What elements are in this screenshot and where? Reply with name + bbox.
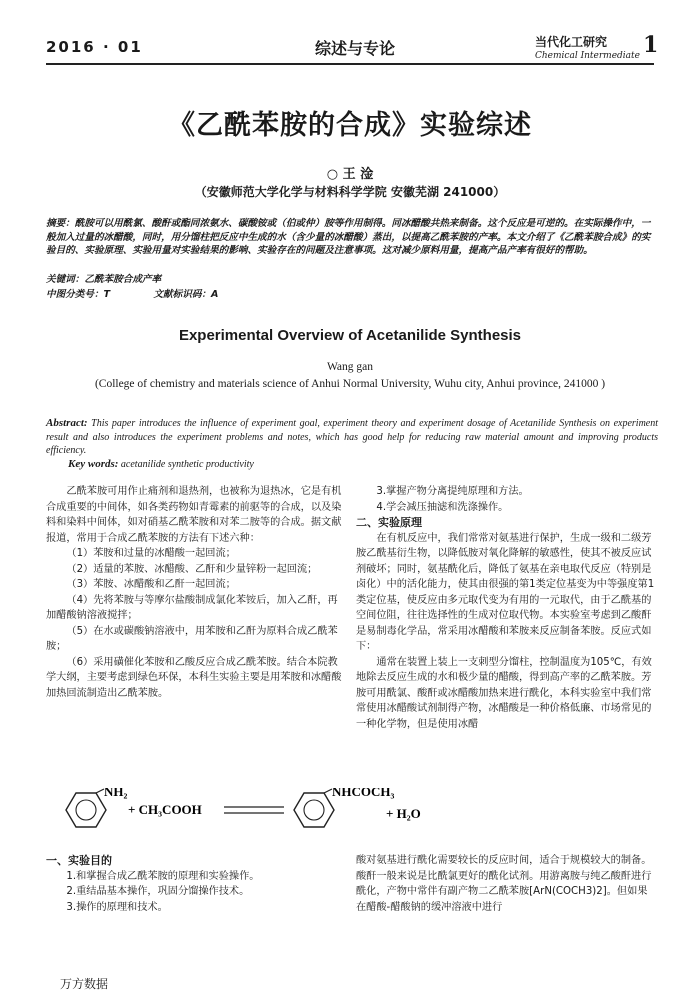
method-item: （2）适量的苯胺、冰醋酸、乙酐和少量锌粉一起回流； [66, 563, 318, 575]
abstract-cn: 摘要：酰胺可以用酰氯、酸酐或酯同浓氨水、碳酸铵或（伯或仲）胺等作用制得。同冰醋酸共热来制备。这个反应是可逆的。在实际操作中，一般加入过量的冰醋酸，同时，用分馏柱把反应中生成的水（含少量的冰醋酸）蒸出，以提高乙酰苯胺的产率。本文介绍了《乙酰苯胺合成》的实验目的、实验原理、实验用量对实验结果的影响、实验存在的问题及注意事项。这对减少原料用量，提高产品产率有很好的帮助。 [46, 218, 651, 256]
keywords-text: acetanilide synthetic productivity [120, 459, 254, 470]
continued-text: 酸对氨基进行酰化需要较长的反应时间，适合于规模较大的制备。酸酐一般来说是比酰氯更好的酰化试剂。用游离胺与纯乙酸酐进行酰化，产物中常伴有副产物二乙酰苯胺[ArN(COCH3)2]。但如果在醋酸-醋酸钠的缓冲溶液中进行 [356, 855, 652, 913]
page-number: 1 [643, 32, 659, 58]
principle-paragraph: 在有机反应中，我们常常对氨基进行保护，生成一级和二级芳胺乙酰基衍生物，以降低胺对氧化降解的敏感性，使其不被反应试剂破坏；同时，氨基酰化后，降低了氨基在亲电取代反应（特别是卤化）中的活化能力，使其由很强的第1类定位基变为中等强度第1类定位基，使反应由多元取代变为有用的一元取代，由于乙酰基的空间位阻，往往选择性的生成对位取代物。本实验室考虑到乙酸酐是易制毒化学品，常采用冰醋酸和苯胺来反应制备苯胺。反应式如下： [356, 532, 655, 652]
objective-item: 1.和掌握合成乙酰苯胺的原理和实验操作。 [66, 870, 260, 882]
header-rule [46, 63, 654, 65]
document-code: 文献标识码：A [153, 289, 219, 300]
english-author: Wang gan [326, 361, 374, 373]
objective-item: 3.掌握产物分离提纯原理和方法。 [376, 486, 529, 497]
water: + H₂O [386, 806, 421, 821]
benzene-ring-product [294, 789, 334, 827]
keywords-cn: 关键词：乙酰苯胺合成产率 [46, 274, 162, 285]
abstract-text: This paper introduces the influence of experiment goal, experiment theory and experiment dosage of Acetanilide Synthesis on experiment result and also introduces the experiment problems and notes, which has good help for reducing raw material amount and improving products efficiency. [46, 418, 659, 456]
left-column [46, 484, 346, 701]
equilibrium-arrow [224, 807, 284, 813]
section-heading-objectives: 一、实验目的 [46, 854, 112, 867]
objective-item: 3.操作的原理和技术。 [66, 901, 168, 913]
english-abstract [46, 417, 658, 458]
journal-section: 综述与专论 [314, 39, 395, 58]
method-item: （6）采用磺催化苯胺和乙酸反应合成乙酰苯胺。结合本院教学大纲，主要考虑到绿色环保，本科生实验主要是用苯胺和冰醋酸加热回流制造出乙酰苯胺。 [46, 656, 342, 699]
acetamide-group: NHCOCH₃ [332, 788, 395, 799]
objectives-section [46, 853, 346, 915]
journal-name-cn: 当代化工研究 [535, 35, 608, 49]
journal-name-en: Chemical Intermediate [535, 51, 640, 61]
issue-number: 2016 · 01 [46, 38, 143, 56]
method-item: （5）在水或碳酸钠溶液中，用苯胺和乙酐为原料合成乙酰苯胺； [46, 625, 338, 652]
english-keywords [68, 458, 254, 470]
abstract-label: Abstract: [46, 417, 88, 429]
objective-item: 4.学会减压抽滤和洗涤操作。 [376, 501, 509, 513]
right-column [356, 484, 656, 732]
benzene-ring-reactant [66, 789, 106, 827]
english-title: Experimental Overview of Acetanilide Synthesis [178, 327, 522, 344]
method-item: （1）苯胺和过量的冰醋酸一起回流； [66, 548, 236, 559]
objective-item: 2.重结晶基本操作，巩固分馏操作技术。 [66, 886, 250, 897]
amine-group: NH₂ [104, 788, 128, 799]
reaction-equation [46, 788, 654, 832]
method-item: （3）苯胺、冰醋酸和乙酐一起回流； [66, 579, 236, 590]
keywords-label: Key words: [68, 458, 119, 470]
english-affiliation: (College of chemistry and materials science of Anhui Normal University, Wuhu city, Anhui province, 241000 ) [94, 378, 606, 390]
watermark-source: 万方数据 [60, 977, 109, 991]
classification [46, 286, 258, 300]
continued-paragraph [356, 853, 656, 915]
affiliation: （安徽师范大学化学与材料科学学院 安徽芜湖 241000） [194, 185, 506, 199]
journal-brand [535, 33, 640, 61]
author: ○ 王 淦 [326, 167, 374, 182]
intro-paragraph: 乙酰苯胺可用作止痛剂和退热剂，也被称为退热冰，它是有机合成重要的中间体，如各类药物如青霉素的前驱等的合成，以及染料和染料中间体，如对硝基乙酰苯胺和对苯二胺等的合成。据文献报道，常用于合成乙酰苯胺的方法有下述六种： [46, 486, 342, 544]
clc-number: 中图分类号：T [46, 289, 111, 300]
paper-title: 《乙酰苯胺的合成》实验综述 [168, 110, 532, 141]
acetic-acid: + CH₃COOH [128, 802, 202, 817]
method-item: （4）先将苯胺与等摩尔盐酸制成氯化苯铵后，加入乙酐，再加醋酸钠溶液搅拌； [46, 594, 338, 621]
principle-paragraph-2: 通常在装置上装上一支刺型分馏柱，控制温度为105℃，有效地除去反应生成的水和极少量的醋酸，得到高产率的乙酰苯胺。芳胺可用酰氯、酸酐或冰醋酸加热来进行酰化，本科实验室中我们常常使用冰醋酸试剂制得产物，冰醋酸是一种价格低廉、市场常见的一种化学物，但是使用冰醋 [356, 656, 652, 730]
section-heading-principle: 二、实验原理 [356, 516, 422, 529]
